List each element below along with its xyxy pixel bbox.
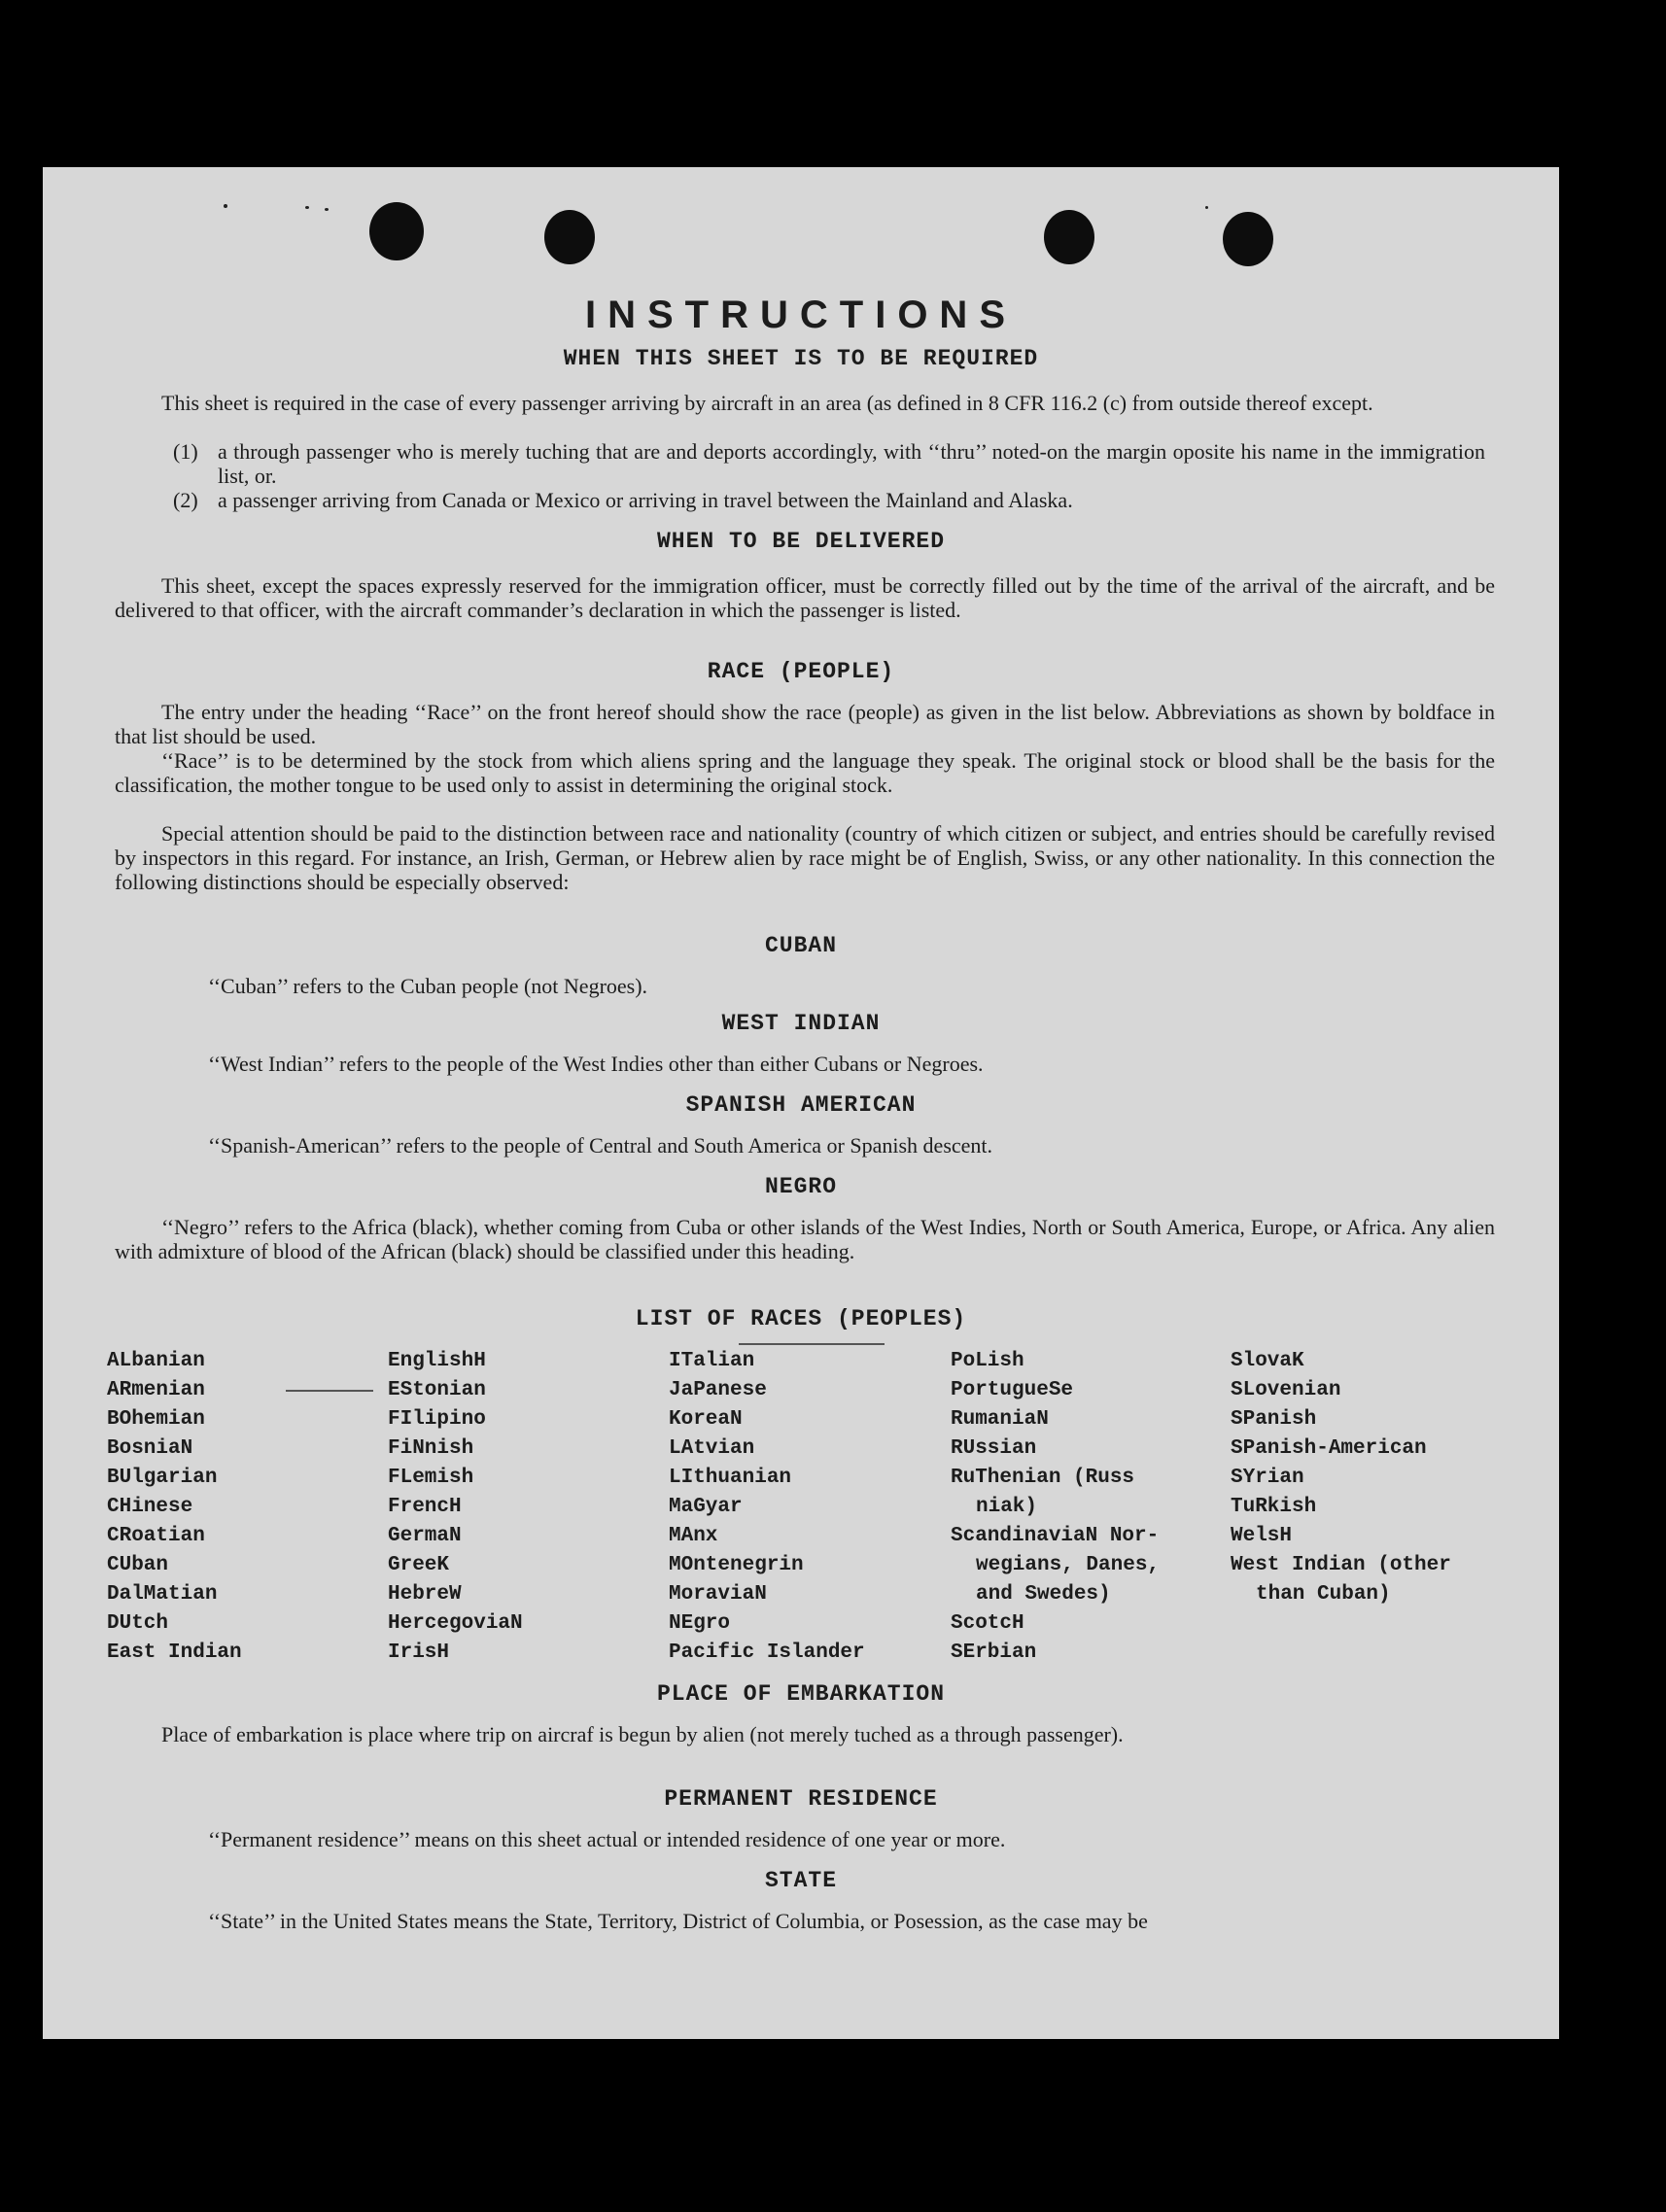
heading-negro: NEGRO — [764, 1174, 837, 1199]
race-item: ALbanian — [107, 1350, 205, 1372]
document-page — [43, 167, 1559, 2039]
race-item: wegians, Danes, — [976, 1554, 1161, 1576]
heading-cuban: CUBAN — [764, 933, 837, 958]
heading-race: RACE (PEOPLE) — [707, 659, 895, 684]
paragraph-when-delivered — [115, 573, 1495, 622]
race-item: than Cuban) — [1256, 1583, 1391, 1606]
paragraph-residence — [115, 1827, 1485, 1851]
heading-spanish-american: SPANISH AMERICAN — [685, 1092, 917, 1118]
race-column — [388, 1347, 523, 1668]
race-item: CUban — [107, 1554, 169, 1576]
race-item: DalMatian — [107, 1583, 218, 1606]
race-item: MAnx — [669, 1525, 718, 1547]
race-item: PortugueSe — [951, 1379, 1074, 1401]
race-item: JaPanese — [669, 1379, 767, 1401]
underline-dash — [739, 1343, 885, 1345]
heading-when-required: WHEN THIS SHEET IS TO BE REQUIRED — [563, 346, 1039, 371]
race-item: niak) — [976, 1496, 1038, 1518]
item-number: (1) — [173, 439, 198, 464]
race-item: Pacific Islander — [669, 1642, 865, 1664]
paragraph-when-required — [115, 391, 1495, 415]
heading-list-of-races: LIST OF RACES (PEOPLES) — [635, 1306, 967, 1331]
race-item: West Indian (other — [1231, 1554, 1451, 1576]
paragraph-text: This sheet is required in the case of every passenger arriving by aircraft in an area (as defined in 8 CFR 116.2 (c) from outside thereof except. — [161, 391, 1373, 415]
race-column — [107, 1347, 242, 1668]
paragraph-text: ‘‘Race’’ is to be determined by the stock from which aliens spring and the language they speak. The original stock or blood shall be the basis for the classification, the mother tongue to be used only to assist in determining the original stock. — [115, 748, 1495, 797]
paragraph-race-1 — [115, 700, 1495, 748]
paragraph-embarkation — [115, 1722, 1495, 1746]
paragraph-cuban — [115, 974, 1485, 998]
paragraph-text: ‘‘Spanish-American’’ refers to the people of Central and South America or Spanish descent. — [208, 1133, 993, 1158]
race-item: ScotcH — [951, 1612, 1024, 1635]
heading-west-indian: WEST INDIAN — [721, 1011, 881, 1036]
paragraph-text: This sheet, except the spaces expressly reserved for the immigration officer, must be correctly filled out by the time of the arrival of the aircraft, and be delivered to that officer, with the aircraft commander’s declaration in which the passenger is listed. — [115, 573, 1495, 622]
race-item: RUssian — [951, 1437, 1037, 1460]
race-item: MOntenegrin — [669, 1554, 804, 1576]
paragraph-text: Special attention should be paid to the distinction between race and nationality (country of which citizen or subject, and entries should be carefully revised by inspectors in this regard. For instance, an Irish, German, or Hebrew alien by race might be of English, Swiss, or any other nationality. In this connection the following distinctions should be especially observed: — [115, 821, 1495, 894]
punch-hole — [369, 202, 424, 260]
paragraph-text: ‘‘West Indian’’ refers to the people of the West Indies other than either Cubans or Negroes. — [208, 1052, 984, 1076]
race-item: SPanish — [1231, 1408, 1317, 1431]
speck — [1205, 206, 1208, 209]
race-item: ScandinaviaN Nor- — [951, 1525, 1160, 1547]
race-item: IrisH — [388, 1642, 450, 1664]
punch-hole — [1044, 210, 1094, 264]
race-item: East Indian — [107, 1642, 242, 1664]
stray-dash — [286, 1390, 373, 1392]
heading-when-delivered: WHEN TO BE DELIVERED — [656, 529, 946, 554]
race-item: RumaniaN — [951, 1408, 1049, 1431]
item-text: a through passenger who is merely tuching that are and deports accordingly, with ‘‘thru’’ noted-on the margin oposite his name in the immigration list, or. — [218, 439, 1485, 488]
paragraph-state — [115, 1909, 1514, 1933]
race-item: TuRkish — [1231, 1496, 1317, 1518]
punch-hole — [544, 210, 595, 264]
race-item: CHinese — [107, 1496, 193, 1518]
race-item: SLovenian — [1231, 1379, 1341, 1401]
race-item: WelsH — [1231, 1525, 1293, 1547]
speck — [224, 204, 227, 208]
race-item: BOhemian — [107, 1408, 205, 1431]
race-item: GermaN — [388, 1525, 462, 1547]
paragraph-text: ‘‘State’’ in the United States means the State, Territory, District of Columbia, or Posession, as the case may be — [208, 1909, 1148, 1933]
list-item — [173, 439, 1485, 488]
race-item: PoLish — [951, 1350, 1024, 1372]
race-item: CRoatian — [107, 1525, 205, 1547]
paragraph-text: ‘‘Cuban’’ refers to the Cuban people (not Negroes). — [208, 974, 648, 998]
race-item: MaGyar — [669, 1496, 743, 1518]
race-column — [669, 1347, 865, 1668]
race-item: FrencH — [388, 1496, 462, 1518]
heading-residence: PERMANENT RESIDENCE — [664, 1786, 938, 1812]
page-title: INSTRUCTIONS — [585, 294, 1017, 336]
race-item: KoreaN — [669, 1408, 743, 1431]
race-item: FIlipino — [388, 1408, 486, 1431]
speck — [305, 206, 309, 209]
race-item: NEgro — [669, 1612, 731, 1635]
heading-state: STATE — [764, 1868, 837, 1893]
punch-hole — [1223, 212, 1273, 266]
race-item: LAtvian — [669, 1437, 755, 1460]
race-item: HercegoviaN — [388, 1612, 523, 1635]
race-item: SErbian — [951, 1642, 1037, 1664]
paragraph-west-indian — [115, 1052, 1485, 1076]
race-item: and Swedes) — [976, 1583, 1111, 1606]
paragraph-race-3 — [115, 821, 1495, 894]
item-number: (2) — [173, 488, 198, 512]
race-item: HebreW — [388, 1583, 462, 1606]
race-column — [951, 1347, 1160, 1668]
race-item: BosniaN — [107, 1437, 193, 1460]
race-item: EnglishH — [388, 1350, 486, 1372]
race-item: BUlgarian — [107, 1467, 218, 1489]
paragraph-spanish-american — [115, 1133, 1485, 1158]
paragraph-text: ‘‘Negro’’ refers to the Africa (black), whether coming from Cuba or other islands of the West Indies, North or South America, Europe, or Africa. Any alien with admixture of blood of the African (black) should be classified under this heading. — [115, 1215, 1495, 1263]
list-item — [173, 488, 1485, 512]
paragraph-text: The entry under the heading ‘‘Race’’ on the front hereof should show the race (people) as given in the list below. Abbreviations as shown by boldface in that list should be used. — [115, 700, 1495, 748]
race-item: DUtch — [107, 1612, 169, 1635]
race-item: SYrian — [1231, 1467, 1304, 1489]
item-text: a passenger arriving from Canada or Mexico or arriving in travel between the Mainland and Alaska. — [218, 488, 1073, 512]
race-item: ARmenian — [107, 1379, 205, 1401]
paragraph-race-2 — [115, 748, 1495, 797]
speck — [325, 208, 329, 211]
race-column — [1231, 1347, 1451, 1609]
paragraph-text: Place of embarkation is place where trip on aircraf is begun by alien (not merely tuched as a through passenger). — [161, 1722, 1124, 1746]
race-item: ITalian — [669, 1350, 755, 1372]
race-item: GreeK — [388, 1554, 450, 1576]
race-item: LIthuanian — [669, 1467, 792, 1489]
paragraph-negro — [115, 1215, 1495, 1263]
race-item: FiNnish — [388, 1437, 474, 1460]
paragraph-text: ‘‘Permanent residence’’ means on this sheet actual or intended residence of one year or more. — [208, 1827, 1006, 1851]
race-item: MoraviaN — [669, 1583, 767, 1606]
heading-embarkation: PLACE OF EMBARKATION — [656, 1681, 946, 1707]
race-item: FLemish — [388, 1467, 474, 1489]
race-item: SPanish-American — [1231, 1437, 1427, 1460]
race-item: SlovaK — [1231, 1350, 1304, 1372]
race-item: RuThenian (Russ — [951, 1467, 1135, 1489]
race-item: EStonian — [388, 1379, 486, 1401]
